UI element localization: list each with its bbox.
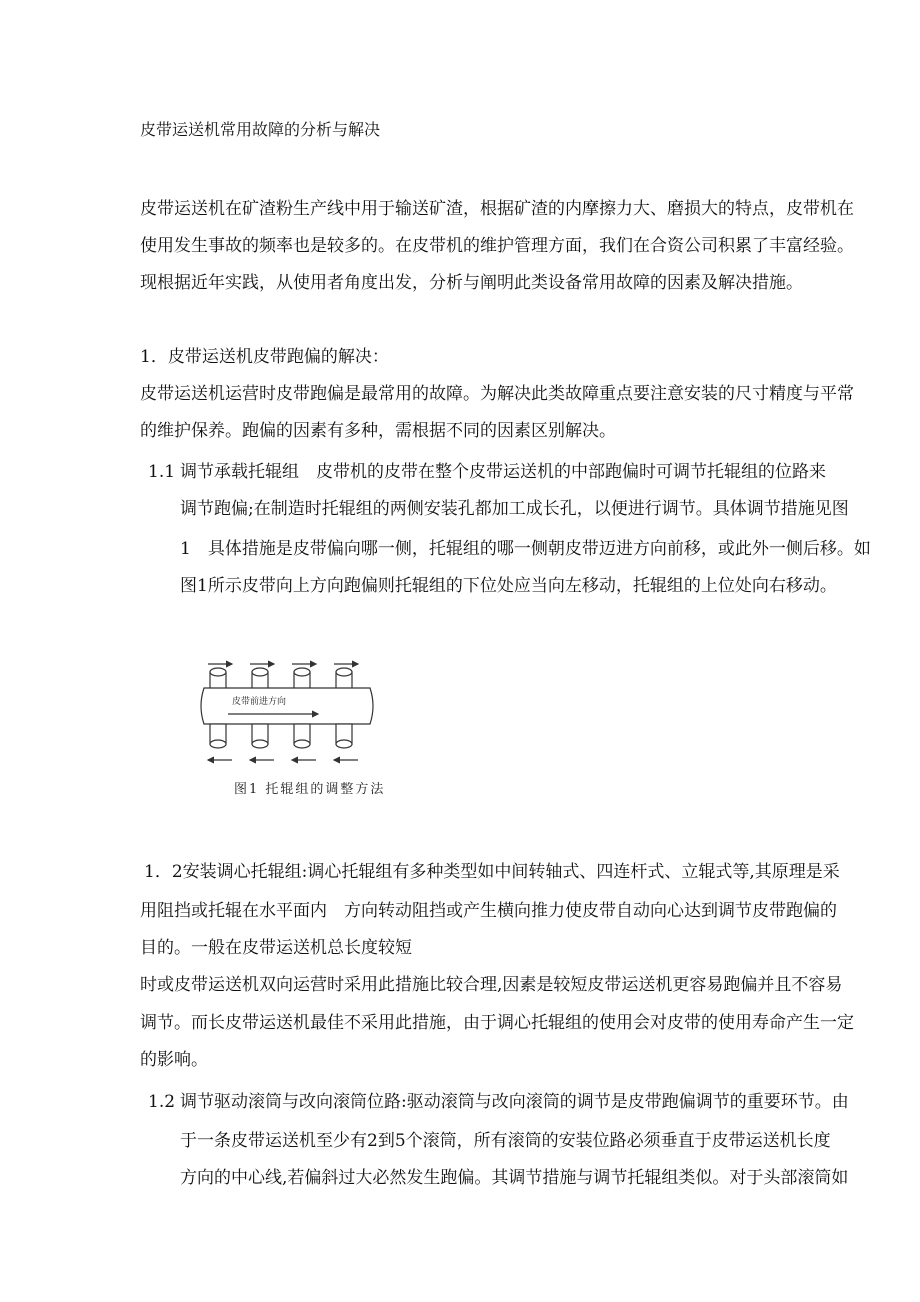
document-title: 皮带运送机常用故障的分析与解决 <box>140 120 381 139</box>
sub12a-line-3: 目的。一般在皮带运送机总长度较短 <box>140 938 412 958</box>
intro-line-1: 皮带运送机在矿渣粉生产线中用于输送矿渣，根据矿渣的内摩擦力大、磨损大的特点，皮带机在 <box>140 199 854 219</box>
sub11-number: 1.1 <box>148 462 176 482</box>
section1-line-2: 的维护保养。跑偏的因素有多种，需根据不同的因素区别解决。 <box>140 421 616 441</box>
sub12a-line-4: 时或皮带运送机双向运营时采用此措施比较合理,因素是较短皮带运送机更容易跑偏并且不容易 <box>140 975 843 995</box>
sub12a-line-1: 1．2安装调心托辊组:调心托辊组有多种类型如中间转轴式、四连杆式、立辊式等,其原理是采 <box>144 862 840 882</box>
bottom-rollers <box>210 724 352 748</box>
idler-diagram <box>198 656 398 776</box>
section1-heading: 1．皮带运送机皮带跑偏的解决： <box>140 347 389 367</box>
sub11-line-2: 调节跑偏;在制造时托辊组的两侧安装孔都加工成长孔，以便进行调节。具体调节措施见图 <box>180 499 849 519</box>
sub11-line-3: 1 具体措施是皮带偏向哪一侧，托辊组的哪一侧朝皮带迈进方向前移，或此外一侧后移。如 <box>180 539 871 559</box>
figure-inner-label: 皮带前进方向 <box>232 697 287 707</box>
sub12a-line-6: 的影响。 <box>140 1050 208 1070</box>
sub12b-line-2: 于一条皮带运送机至少有2到5个滚筒，所有滚筒的安装位路必须垂直于皮带运送机长度 <box>180 1131 831 1151</box>
sub12b-number: 1.2 <box>148 1092 176 1112</box>
sub12b-line-1: 调节驱动滚筒与改向滚筒位路:驱动滚筒与改向滚筒的调节是皮带跑偏调节的重要环节。由 <box>180 1092 849 1112</box>
section1-line-1: 皮带运送机运营时皮带跑偏是最常用的故障。为解决此类故障重点要注意安装的尺寸精度与平常 <box>140 384 854 404</box>
figure-caption: 图1 托辊组的调整方法 <box>234 782 386 797</box>
belt <box>201 688 373 724</box>
sub12a-line-5: 调节。而长皮带运送机最佳不采用此措施，由于调心托辊组的使用会对皮带的使用寿命产生一定 <box>140 1013 854 1033</box>
sub12a-line-2: 用阻挡或托辊在水平面内 方向转动阻挡或产生横向推力使皮带自动向心达到调节皮带跑偏的 <box>140 901 837 921</box>
intro-line-3: 现根据近年实践，从使用者角度出发，分析与阐明此类设备常用故障的因素及解决措施。 <box>140 273 803 293</box>
sub11-line-4: 图1所示皮带向上方向跑偏则托辊组的下位处应当向左移动，托辊组的上位处向右移动。 <box>180 576 837 596</box>
sub11-line-1: 调节承载托辊组 皮带机的皮带在整个皮带运送机的中部跑偏时可调节托辊组的位路来 <box>180 462 826 482</box>
sub12b-line-3: 方向的中心线,若偏斜过大必然发生跑偏。其调节措施与调节托辊组类似。对于头部滚筒如 <box>180 1168 849 1188</box>
intro-line-2: 使用发生事故的频率也是较多的。在皮带机的维护管理方面，我们在合资公司积累了丰富经验。 <box>140 236 854 256</box>
